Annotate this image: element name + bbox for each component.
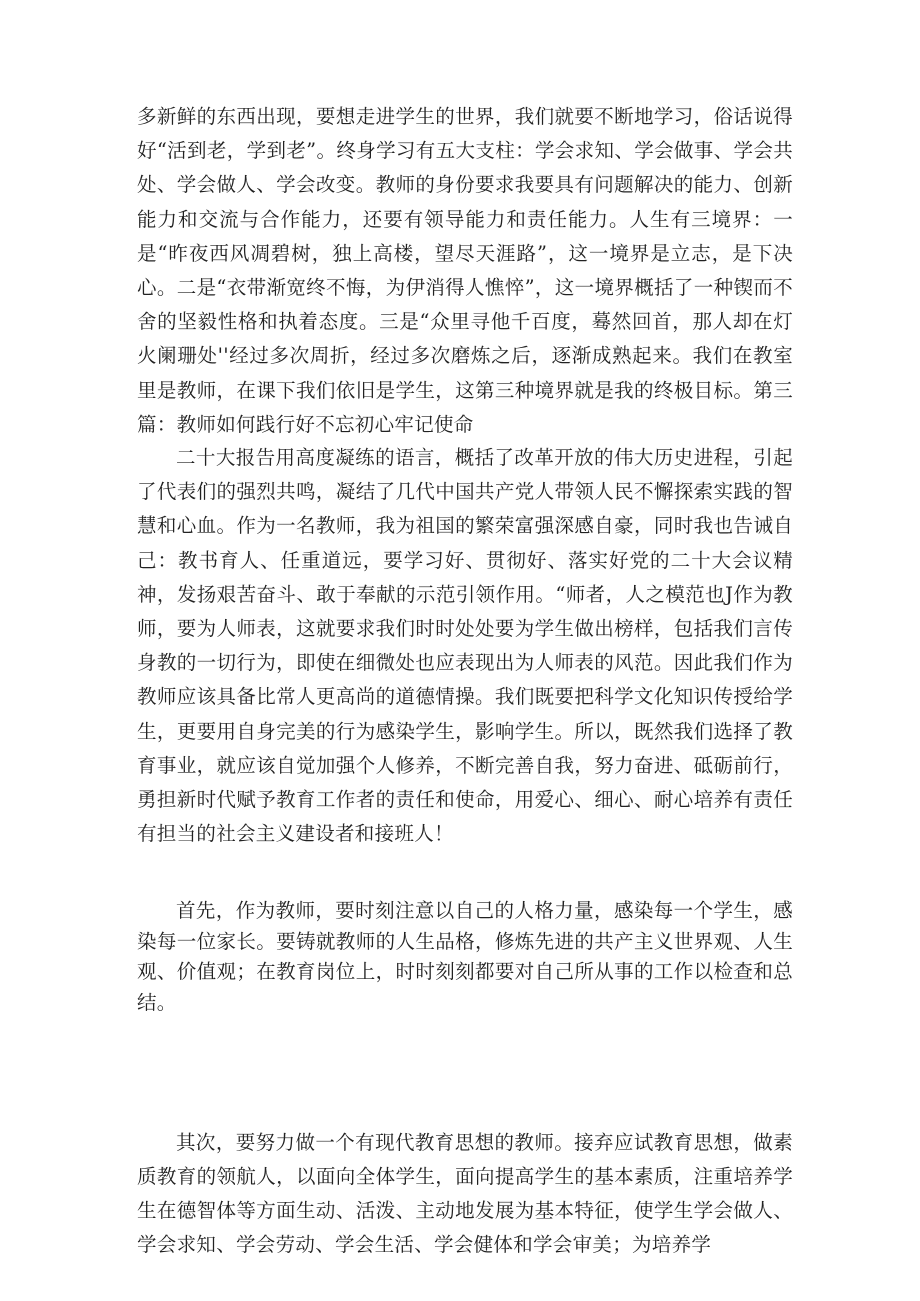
- paragraph-text: 多新鲜的东西出现，要想走进学生的世界，我们就要不断地学习，俗话说得好“活到老，学到老”。终身学习有五大支柱：学会求知、学会做事、学会共处、学会做人、学会改变。教师的身份要求我要具有问题解决的能力、创新能力和交流与合作能力，还要有领导能力和责任能力。人生有三境界：一是“昨夜西风凋碧树，独上高楼，望尽天涯路”，这一境界是立志，是下决心。二是“衣带渐宽终不悔，为伊消得人憔悴”，这一境界概括了一种锲而不舍的坚毅性格和执着态度。三是“众里寻他千百度，蓦然回首，那人却在灯火阑珊处''经过多次周折，经过多次磨炼之后，逐渐成熟起来。我们在教室里是教师，在课下我们依旧是学生，这第三种境界就是我的终极目标。第三篇：教师如何践行好不忘初心牢记使命: [137, 105, 793, 436]
- paragraph-3: [137, 896, 793, 1018]
- paragraph-text: 首先，作为教师，要时刻注意以自己的人格力量，感染每一个学生，感染每一位家长。要铸就教师的人生品格，修炼先进的共产主义世界观、人生观、价值观；在教育岗位上，时时刻刻都要对自己所从事的工作以检查和总结。: [137, 899, 793, 1014]
- paragraph-2: [137, 441, 793, 851]
- paragraph-text: 二十大报告用高度凝练的语言，概括了改革开放的伟大历史进程，引起了代表们的强烈共鸣，凝结了几代中国共产党人带领人民不懈探索实践的智慧和心血。作为一名教师，我为祖国的繁荣富强深感自豪，同时我也告诫自己：教书育人、任重道远，要学习好、贯彻好、落实好党的二十大会议精神，发扬艰苦奋斗、敢于奉献的示范引领作用。“师者，人之模范也J作为教师，要为人师表，这就要求我们时时处处要为学生做出榜样，包括我们言传身教的一切行为，即使在细微处也应表现出为人师表的风范。因此我们作为教师应该具备比常人更高尚的道德情操。我们既要把科学文化知识传授给学生，更要用自身完美的行为感染学生，影响学生。所以，既然我们选择了教育事业，就应该自觉加强个人修养，不断完善自我，努力奋进、砥砺前行，勇担新时代赋予教育工作者的责任和使命，用爱心、细心、耐心培养有责任有担当的社会主义建设者和接班人！: [137, 446, 793, 846]
- paragraph-text: 其次，要努力做一个有现代教育思想的教师。接弃应试教育思想，做素质教育的领航人，以面向全体学生，面向提高学生的基本素质，注重培养学生在德智体等方面生动、活泼、主动地发展为基本特征，使学生学会做人、学会求知、学会劳动、学会生活、学会健体和学会审美；为培养学: [137, 1131, 793, 1256]
- paragraph-1: [137, 100, 793, 442]
- paragraph-4: [137, 1126, 793, 1262]
